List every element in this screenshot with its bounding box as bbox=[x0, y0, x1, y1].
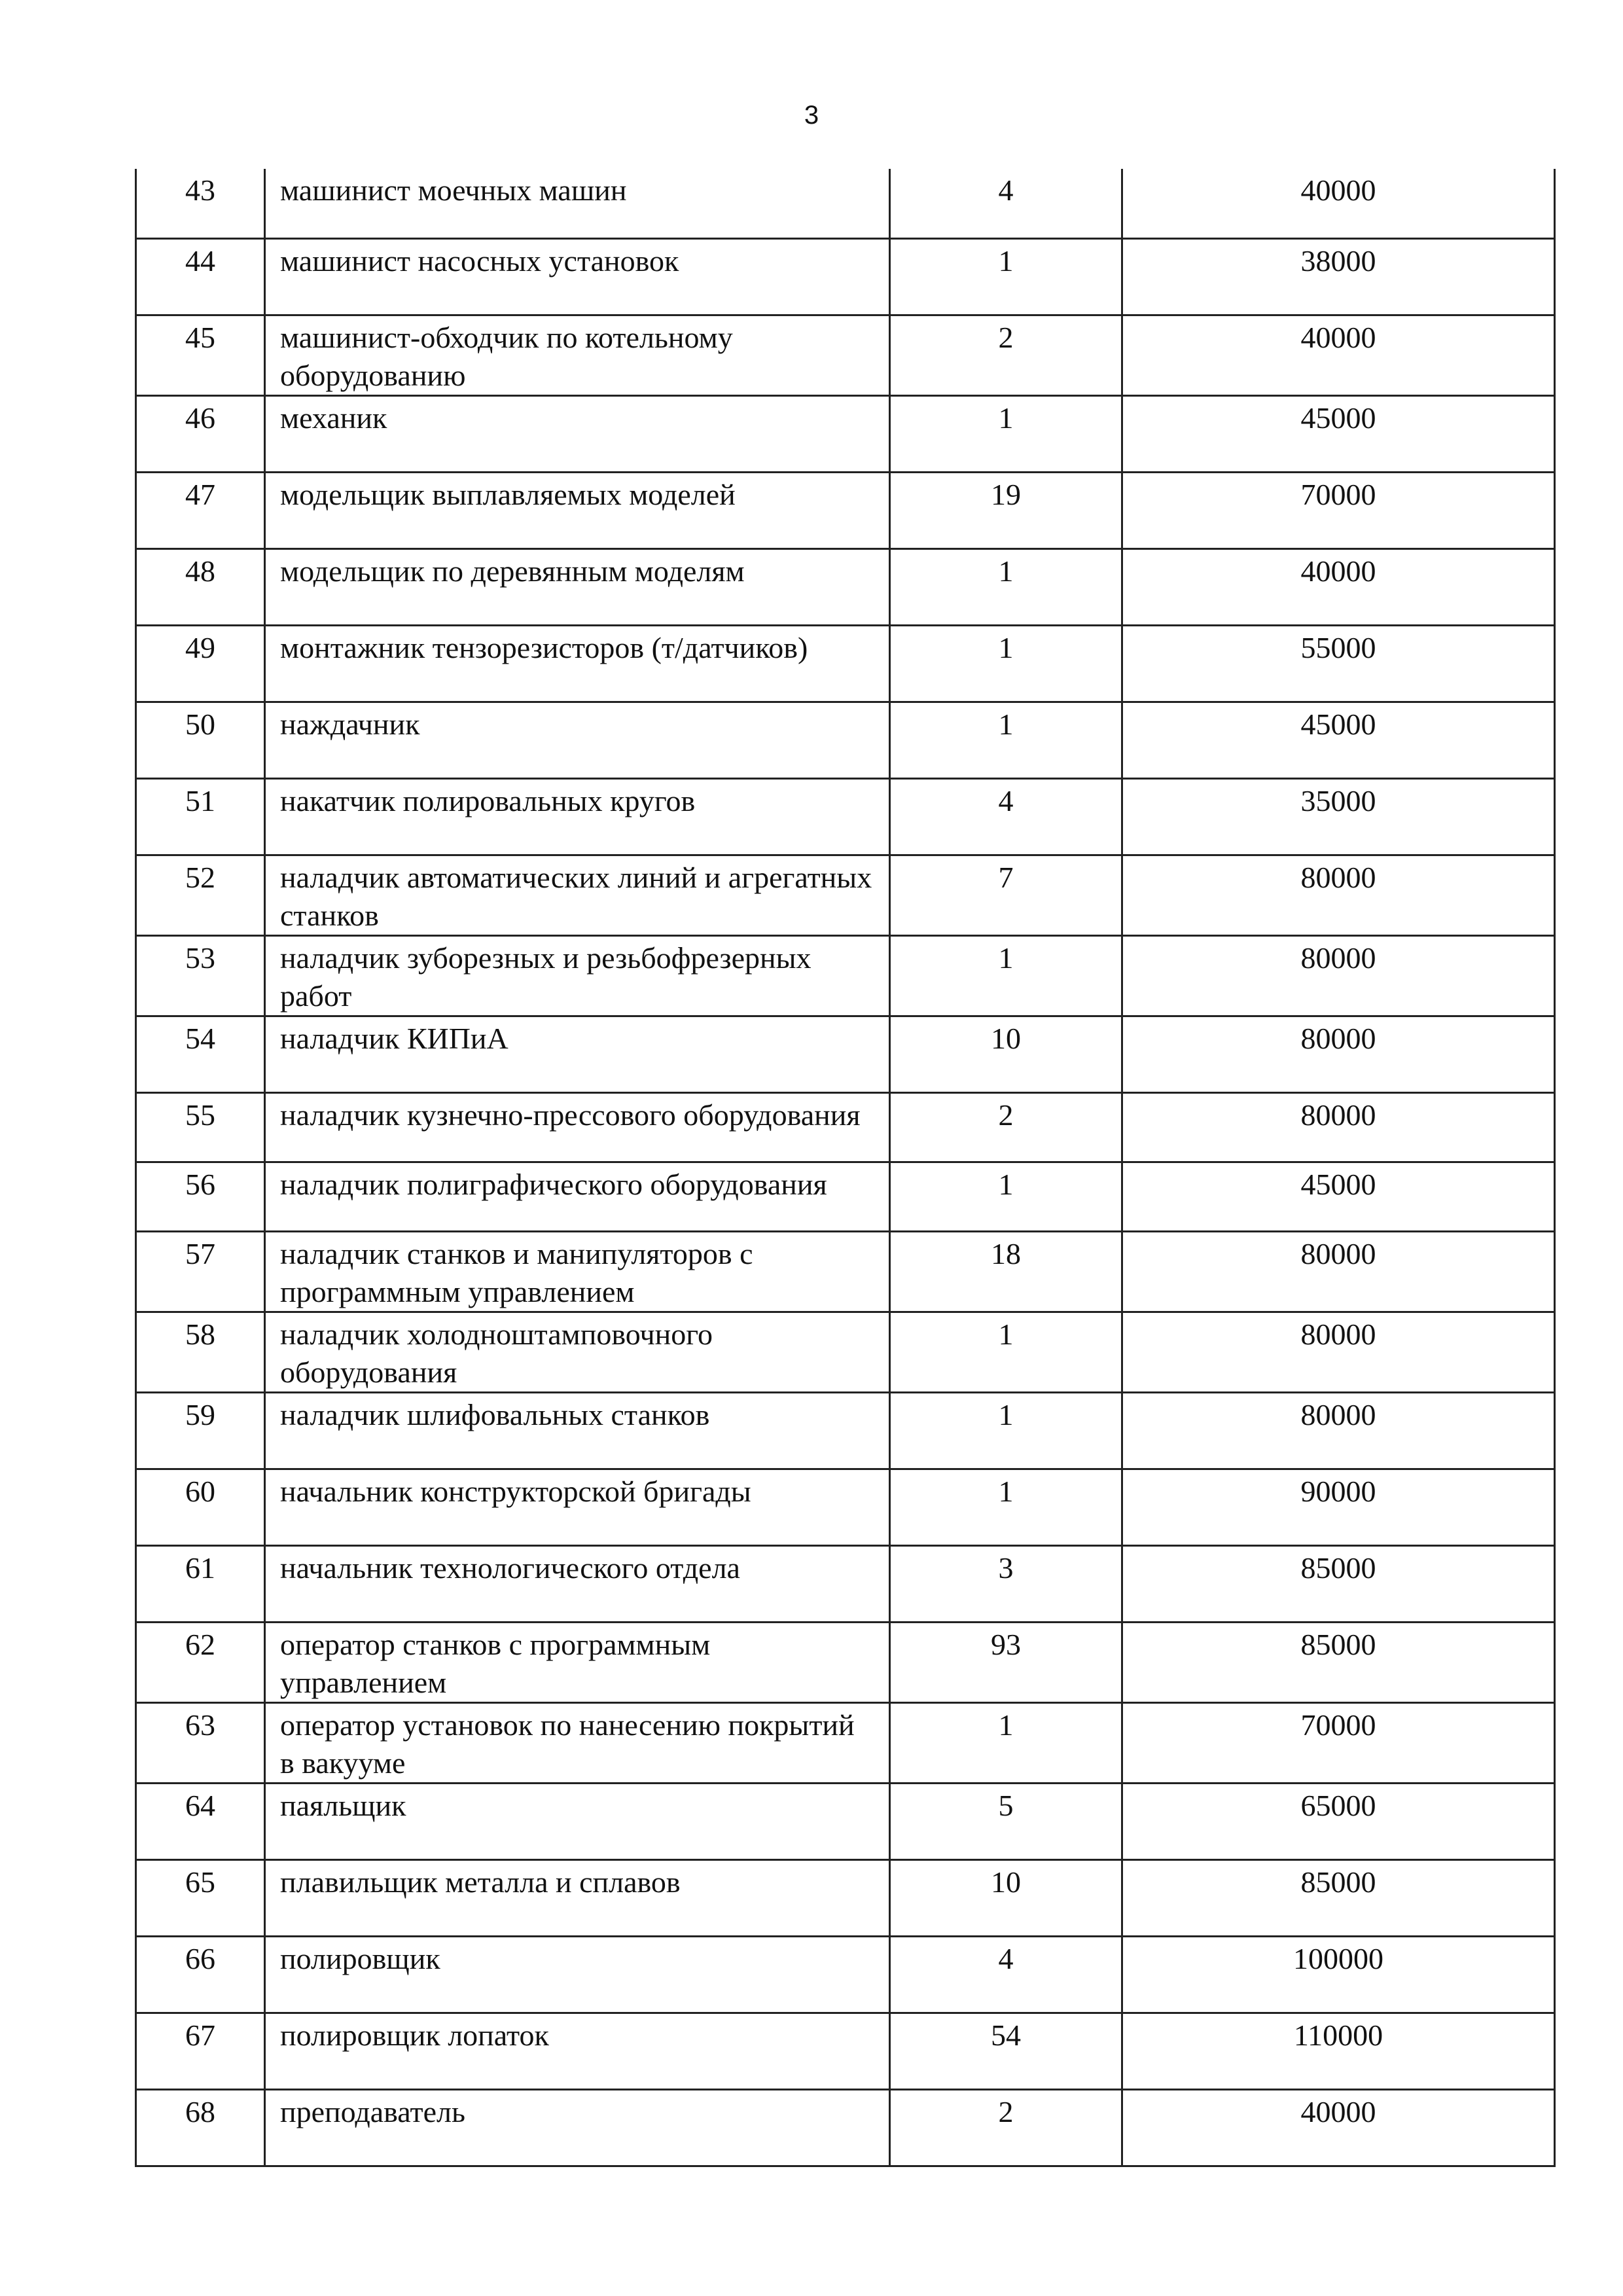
vacancy-count: 4 bbox=[890, 1936, 1122, 2013]
row-number: 51 bbox=[136, 778, 265, 855]
salary: 90000 bbox=[1122, 1469, 1555, 1545]
row-number: 48 bbox=[136, 548, 265, 625]
profession-name: начальник технологического отдела bbox=[265, 1545, 890, 1622]
table-row bbox=[136, 1622, 1555, 1702]
vacancy-table-container bbox=[135, 169, 1554, 2167]
profession-name: полировщик bbox=[265, 1936, 890, 2013]
salary: 85000 bbox=[1122, 1622, 1555, 1702]
profession-name: паяльщик bbox=[265, 1783, 890, 1859]
vacancy-count: 1 bbox=[890, 702, 1122, 778]
table-row bbox=[136, 1469, 1555, 1545]
profession-name: наладчик КИПиА bbox=[265, 1016, 890, 1092]
table-row bbox=[136, 625, 1555, 702]
salary: 80000 bbox=[1122, 1312, 1555, 1392]
table-row bbox=[136, 1392, 1555, 1469]
salary: 100000 bbox=[1122, 1936, 1555, 2013]
vacancy-count: 2 bbox=[890, 315, 1122, 395]
table-row bbox=[136, 472, 1555, 548]
row-number: 61 bbox=[136, 1545, 265, 1622]
row-number: 58 bbox=[136, 1312, 265, 1392]
salary: 65000 bbox=[1122, 1783, 1555, 1859]
row-number: 44 bbox=[136, 238, 265, 315]
profession-name: модельщик по деревянным моделям bbox=[265, 548, 890, 625]
salary: 35000 bbox=[1122, 778, 1555, 855]
vacancy-count: 93 bbox=[890, 1622, 1122, 1702]
table-row bbox=[136, 2013, 1555, 2089]
vacancy-count: 3 bbox=[890, 1545, 1122, 1622]
salary: 80000 bbox=[1122, 1392, 1555, 1469]
profession-name: наладчик холодноштамповочного оборудования bbox=[265, 1312, 890, 1392]
row-number: 63 bbox=[136, 1702, 265, 1783]
row-number: 60 bbox=[136, 1469, 265, 1545]
vacancy-count: 1 bbox=[890, 625, 1122, 702]
salary: 80000 bbox=[1122, 1016, 1555, 1092]
vacancy-count: 1 bbox=[890, 238, 1122, 315]
salary: 40000 bbox=[1122, 315, 1555, 395]
profession-name: машинист моечных машин bbox=[265, 169, 890, 238]
salary: 40000 bbox=[1122, 548, 1555, 625]
vacancy-count: 2 bbox=[890, 1092, 1122, 1162]
table-row bbox=[136, 702, 1555, 778]
vacancy-count: 1 bbox=[890, 1702, 1122, 1783]
table-row bbox=[136, 778, 1555, 855]
profession-name: наладчик зуборезных и резьбофрезерных работ bbox=[265, 935, 890, 1016]
table-row bbox=[136, 1312, 1555, 1392]
profession-name: машинист-обходчик по котельному оборудованию bbox=[265, 315, 890, 395]
profession-name: наладчик полиграфического оборудования bbox=[265, 1162, 890, 1231]
salary: 80000 bbox=[1122, 1092, 1555, 1162]
row-number: 49 bbox=[136, 625, 265, 702]
row-number: 55 bbox=[136, 1092, 265, 1162]
page-number: 3 bbox=[804, 101, 819, 130]
table-row bbox=[136, 1936, 1555, 2013]
row-number: 47 bbox=[136, 472, 265, 548]
row-number: 65 bbox=[136, 1859, 265, 1936]
table-row bbox=[136, 1783, 1555, 1859]
vacancy-count: 2 bbox=[890, 2089, 1122, 2166]
vacancy-count: 4 bbox=[890, 778, 1122, 855]
row-number: 53 bbox=[136, 935, 265, 1016]
vacancy-count: 1 bbox=[890, 935, 1122, 1016]
profession-name: машинист насосных установок bbox=[265, 238, 890, 315]
vacancy-count: 10 bbox=[890, 1859, 1122, 1936]
salary: 55000 bbox=[1122, 625, 1555, 702]
profession-name: преподаватель bbox=[265, 2089, 890, 2166]
salary: 80000 bbox=[1122, 1231, 1555, 1312]
table-row bbox=[136, 1545, 1555, 1622]
salary: 85000 bbox=[1122, 1859, 1555, 1936]
profession-name: монтажник тензорезисторов (т/датчиков) bbox=[265, 625, 890, 702]
profession-name: наладчик станков и манипуляторов с программным управлением bbox=[265, 1231, 890, 1312]
vacancy-count: 5 bbox=[890, 1783, 1122, 1859]
table-row bbox=[136, 238, 1555, 315]
table-row bbox=[136, 1231, 1555, 1312]
table-row bbox=[136, 1092, 1555, 1162]
table-row bbox=[136, 935, 1555, 1016]
salary: 40000 bbox=[1122, 2089, 1555, 2166]
vacancy-count: 7 bbox=[890, 855, 1122, 935]
table-row bbox=[136, 169, 1555, 238]
row-number: 56 bbox=[136, 1162, 265, 1231]
row-number: 64 bbox=[136, 1783, 265, 1859]
salary: 38000 bbox=[1122, 238, 1555, 315]
vacancy-count: 4 bbox=[890, 169, 1122, 238]
salary: 110000 bbox=[1122, 2013, 1555, 2089]
vacancy-count: 54 bbox=[890, 2013, 1122, 2089]
row-number: 46 bbox=[136, 395, 265, 472]
profession-name: наждачник bbox=[265, 702, 890, 778]
salary: 70000 bbox=[1122, 472, 1555, 548]
table-row bbox=[136, 855, 1555, 935]
row-number: 59 bbox=[136, 1392, 265, 1469]
profession-name: наладчик шлифовальных станков bbox=[265, 1392, 890, 1469]
vacancy-count: 10 bbox=[890, 1016, 1122, 1092]
row-number: 57 bbox=[136, 1231, 265, 1312]
row-number: 43 bbox=[136, 169, 265, 238]
vacancy-count: 1 bbox=[890, 1469, 1122, 1545]
vacancy-count: 1 bbox=[890, 1392, 1122, 1469]
salary: 45000 bbox=[1122, 395, 1555, 472]
row-number: 50 bbox=[136, 702, 265, 778]
table-row bbox=[136, 1016, 1555, 1092]
profession-name: механик bbox=[265, 395, 890, 472]
table-row bbox=[136, 1702, 1555, 1783]
table-row bbox=[136, 1859, 1555, 1936]
profession-name: плавильщик металла и сплавов bbox=[265, 1859, 890, 1936]
row-number: 52 bbox=[136, 855, 265, 935]
salary: 80000 bbox=[1122, 935, 1555, 1016]
vacancy-count: 18 bbox=[890, 1231, 1122, 1312]
vacancy-count: 1 bbox=[890, 1312, 1122, 1392]
salary: 45000 bbox=[1122, 1162, 1555, 1231]
salary: 80000 bbox=[1122, 855, 1555, 935]
row-number: 45 bbox=[136, 315, 265, 395]
profession-name: модельщик выплавляемых моделей bbox=[265, 472, 890, 548]
salary: 70000 bbox=[1122, 1702, 1555, 1783]
vacancy-count: 19 bbox=[890, 472, 1122, 548]
table-row bbox=[136, 1162, 1555, 1231]
vacancy-count: 1 bbox=[890, 395, 1122, 472]
salary: 45000 bbox=[1122, 702, 1555, 778]
vacancy-count: 1 bbox=[890, 548, 1122, 625]
profession-name: начальник конструкторской бригады bbox=[265, 1469, 890, 1545]
row-number: 54 bbox=[136, 1016, 265, 1092]
table-row bbox=[136, 548, 1555, 625]
vacancy-count: 1 bbox=[890, 1162, 1122, 1231]
profession-name: оператор установок по нанесению покрытий в вакууме bbox=[265, 1702, 890, 1783]
profession-name: накатчик полировальных кругов bbox=[265, 778, 890, 855]
table-row bbox=[136, 2089, 1555, 2166]
vacancy-table bbox=[135, 169, 1556, 2167]
row-number: 66 bbox=[136, 1936, 265, 2013]
row-number: 67 bbox=[136, 2013, 265, 2089]
salary: 40000 bbox=[1122, 169, 1555, 238]
table-row bbox=[136, 315, 1555, 395]
profession-name: наладчик автоматических линий и агрегатных станков bbox=[265, 855, 890, 935]
row-number: 62 bbox=[136, 1622, 265, 1702]
profession-name: полировщик лопаток bbox=[265, 2013, 890, 2089]
table-row bbox=[136, 395, 1555, 472]
salary: 85000 bbox=[1122, 1545, 1555, 1622]
profession-name: наладчик кузнечно-прессового оборудования bbox=[265, 1092, 890, 1162]
profession-name: оператор станков с программным управлением bbox=[265, 1622, 890, 1702]
row-number: 68 bbox=[136, 2089, 265, 2166]
